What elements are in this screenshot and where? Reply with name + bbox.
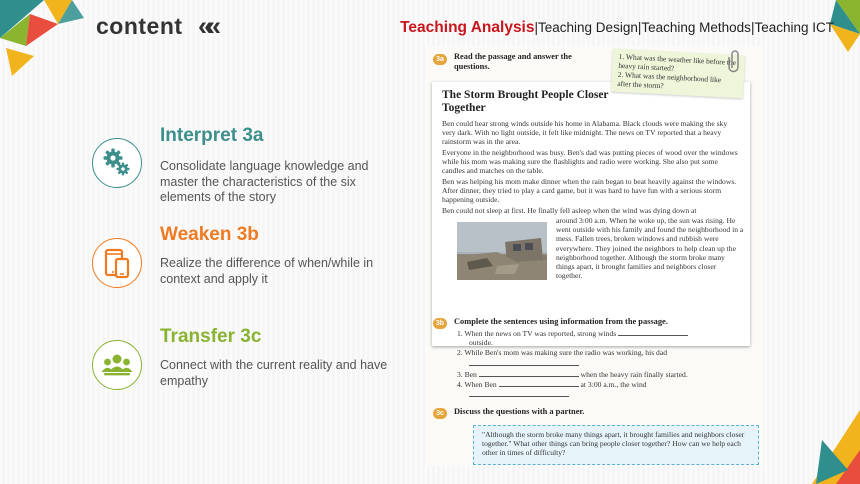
textbook-page-image — [427, 46, 763, 466]
section-title: Interpret 3a — [160, 125, 264, 146]
nav-item-teaching-analysis[interactable]: Teaching Analysis — [400, 19, 535, 36]
story-paragraph: Ben could hear strong winds outside his home in Alabama. Black clouds were making the sky very dark. With no light outside, it felt like midnight. The news on TV reported that a heavy rainstorm was in the area. — [442, 119, 728, 147]
devices-icon — [93, 239, 141, 287]
page-title: content — [96, 13, 183, 39]
exercise-sentence: 1. When the news on TV was reported, strong winds — [457, 329, 688, 338]
story-paragraph: around 3:00 a.m. When he woke up, the sun was rising. He went outside with his family and found the neighborhood in a mess. Fallen trees, broken windows and rubbish were everywhere. They joined the neighbors to help clean up the neighborhood together. Although the storm broke many things apart, it brought families and neighbors closer together. — [556, 216, 744, 281]
note-question: 2. What was the neighborhood like after the storm? — [617, 69, 722, 90]
group-icon — [93, 341, 141, 389]
instruction-3a: Read the passage and answer the questions. — [454, 52, 572, 71]
gears-icon — [93, 139, 141, 187]
story-paragraph: Ben could not sleep at first. He finally fell asleep when the wind was dying down at — [442, 206, 697, 215]
right-triangles-decoration — [796, 0, 860, 484]
section-icon-circle — [92, 138, 142, 188]
answer-blank — [469, 359, 579, 368]
story-title: The Storm Brought People Closer Together — [442, 89, 609, 114]
section-description: Consolidate language knowledge and master the characteristics of the six elements of the story — [160, 159, 369, 204]
section-transfer-3c — [92, 326, 422, 420]
nav-item-teaching-methods[interactable]: Teaching Methods — [641, 20, 751, 35]
section-icon-circle — [92, 238, 142, 288]
nav-separator: | — [750, 20, 755, 35]
story-paragraph: Ben was helping his mom make dinner when the rain began to beat heavily against the windows. After dinner, they tried to play a card game, but it was hard to have fun with a serious storm happening outside. — [442, 177, 737, 205]
activity-badge-3b: 3b — [433, 318, 447, 329]
double-chevron-icon: «« — [198, 11, 215, 41]
question-sticky-note — [611, 49, 745, 99]
story-paragraph: Everyone in the neighborhood was busy. Ben's dad was putting pieces of wood over the windows while his mom was making sure the flashlights and radio were working. She also put some candles and matches on the table. — [442, 148, 738, 176]
nav-item-teaching-design[interactable]: Teaching Design — [538, 20, 638, 35]
discussion-box — [473, 425, 759, 465]
section-weaken-3b — [92, 224, 422, 318]
section-title: Weaken 3b — [160, 224, 259, 245]
note-question: 1. What was the weather like before the heavy rain started? — [618, 51, 737, 73]
exercise-sentence: 3. Ben when the heavy rain finally started. — [457, 370, 688, 379]
answer-blank — [469, 390, 569, 399]
nav-separator: | — [534, 20, 539, 35]
activity-badge-3c: 3c — [433, 408, 447, 419]
section-icon-circle — [92, 340, 142, 390]
exercise-sentence: outside. — [469, 338, 493, 347]
exercise-sentence: 4. When Ben at 3:00 a.m., the wind — [457, 380, 647, 389]
exercise-sentence: 2. While Ben's mom was making sure the radio was working, his dad — [457, 348, 668, 357]
section-title: Transfer 3c — [160, 326, 262, 347]
story-paper — [432, 82, 750, 346]
section-interpret-3a — [92, 125, 422, 218]
corner-triangles-decoration — [0, 0, 90, 80]
paperclip-icon — [727, 48, 743, 74]
section-description: Connect with the current reality and have empathy — [160, 358, 388, 388]
nav-item-teaching-ict[interactable]: Teaching ICT — [754, 20, 834, 35]
storm-photo — [457, 222, 547, 280]
discussion-text: "Although the storm broke many things apart, it brought families and neighbors closer together." What other things can bring people closer together? How can we help each other in times of difficulty? — [482, 430, 745, 458]
nav-separator: | — [637, 20, 642, 35]
activity-badge-3a: 3a — [433, 54, 447, 65]
section-description: Realize the difference of when/while in context and apply it — [160, 256, 374, 286]
instruction-3b: Complete the sentences using information from the passage. — [454, 317, 668, 326]
nav-breadcrumb — [400, 19, 834, 37]
instruction-3c: Discuss the questions with a partner. — [454, 407, 585, 416]
